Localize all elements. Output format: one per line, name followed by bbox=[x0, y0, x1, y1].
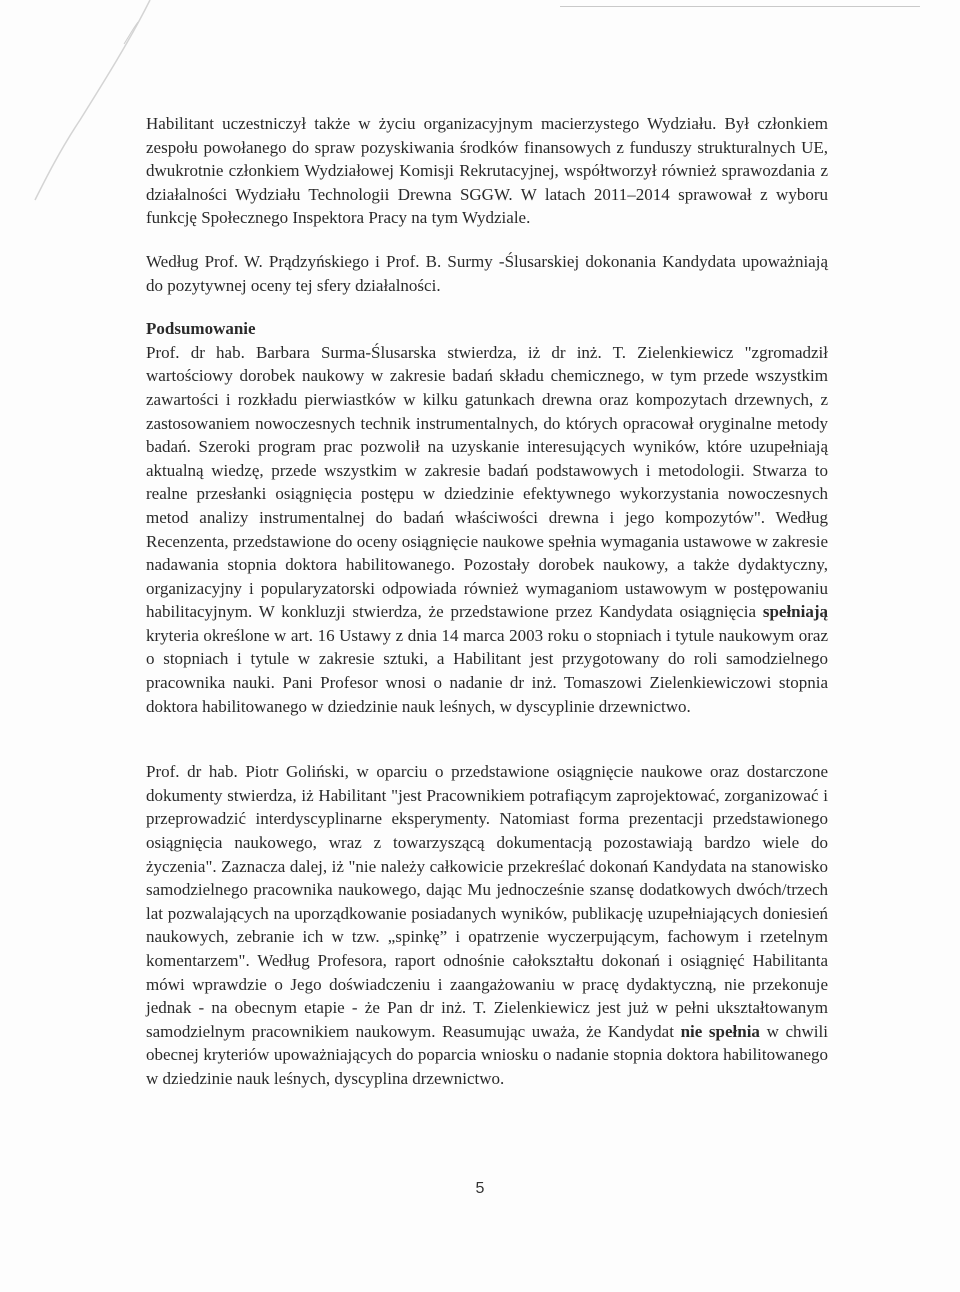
review-text: Prof. dr hab. Piotr Goliński, w oparciu o przedstawione osiągnięcie naukowe oraz dostarczone dokumenty stwierdza, iż Habilitant "jest Pracownikiem potrafiącym zaprojektować, zorganizować i przeprowadzić interdyscyplinarne eksperymenty. Natomiast forma prezentacji przedstawionego osiągnięcia naukowego, wraz z towarzyszącą dokumentacją pozostawiają bardzo wiele do życzenia". Zaznacza dalej, iż "nie należy całkowicie przekreślać dokonań Kandydata na stanowisko samodzielnego pracownika naukowego, dając Mu jednocześnie szansę dodatkowych dwóch/trzech lat pozwalających na uporządkowanie posiadanych wyników, publikację uzupełniających doniesień naukowych, zebranie ich w tzw. „spinkę” i opatrzenie wyczerpującym, fachowym i rzetelnym komentarzem". Według Profesora, raport odnośnie całokształtu dokonań i osiągnięć Habilitanta mówi wprawdzie o Jego doświadczeniu i zaangażowaniu w pracę dydaktyczną, nie przekonuje jednak - na obecnym etapie - że Pan dr inż. T. Zielenkiewicz jest już w pełni ukształtowanym samodzielnym pracownikiem naukowym. Reasumując uważa, że Kandydat bbox=[146, 762, 828, 1041]
paragraph-reviewers-opinion: Według Prof. W. Prądzyńskiego i Prof. B. Surmy -Ślusarskiej dokonania Kandydata upoważniają do pozytywnej oceny tej sfery działalności. bbox=[146, 251, 828, 295]
review-verdict-positive: spełniają bbox=[762, 602, 829, 622]
section-heading: Podsumowanie bbox=[146, 319, 256, 339]
page-number: 5 bbox=[475, 1180, 485, 1197]
review-text: Prof. dr hab. Barbara Surma-Ślusarska stwierdza, iż dr inż. T. Zielenkiewicz "zgromadził wartościowy dorobek naukowy w zakresie badań składu chemicznego, w tym przede wszystkim zawartości i rozkładu pierwiastków w kilku gatunkach drewna oraz kompozytach drzewnych, z zastosowaniem nowoczesnych technik instrumentalnych, do których opracował oryginalne metody badań. Szeroki program prac pozwolił na uzyskanie interesujących wyników, które uzupełniają aktualną wiedzę, przede wszystkim w zakresie badań podstawowych i metodologii. Stwarza to realne przesłanki osiągnięcia postępu w dziedzinie efektywnego wykorzystania nowoczesnych metod analizy instrumentalnej do badań właściwości drewna i jego kompozytów". Według Recenzenta, przedstawione do oceny osiągnięcie naukowe spełnia wymagania ustawowe w zakresie nadawania stopnia doktora habilitowanego. Pozostały dorobek naukowy, a także dydaktyczny, organizacyjny i popularyzatorski odpowiada również wymaganiom ustawowym w postępowaniu habilitacyjnym. W konkluzji stwierdza, że przedstawione przez Kandydata osiągnięcia bbox=[146, 342, 828, 622]
review-text-continued: kryteria określone w art. 16 Ustawy z dnia 14 marca 2003 roku o stopniach i tytule naukowym oraz o stopniach i tytule w zakresie sztuki, a Habilitant jest przygotowany do roli samodzielnego pracownika nauki. Pani Profesor wnosi o nadanie dr inż. Tomaszowi Zielenkiewiczowi stopnia doktora habilitowanego w dziedzinie nauk leśnych, w dyscyplinie drzewnictwo. bbox=[146, 625, 828, 716]
review-verdict-negative: nie spełnia bbox=[680, 1021, 760, 1041]
paragraph-surma-slusarska-review bbox=[146, 341, 828, 719]
scan-edge-line bbox=[560, 6, 920, 7]
paragraph-organizational-activity: Habilitant uczestniczył także w życiu organizacyjnym macierzystego Wydziału. Był członkiem zespołu powołanego do spraw pozyskiwania środków finansowych z funduszy strukturalnych UE, dwukrotnie członkiem Wydziałowej Komisji Rekrutacyjnej, współtworzył również sprawozdania z działalności Wydziału Technologii Drewna SGGW. W latach 2011–2014 sprawował z wyboru funkcję Społecznego Inspektora Pracy na tym Wydziale. bbox=[146, 114, 828, 228]
review-text-continued: w chwili obecnej kryteriów upoważniających do poparcia wniosku o nadanie stopnia doktora habilitowanego w dziedzinie nauk leśnych, dyscyplina drzewnictwo. bbox=[146, 1021, 828, 1088]
paragraph-golinski-review bbox=[146, 760, 828, 1090]
document-body bbox=[146, 112, 828, 1091]
